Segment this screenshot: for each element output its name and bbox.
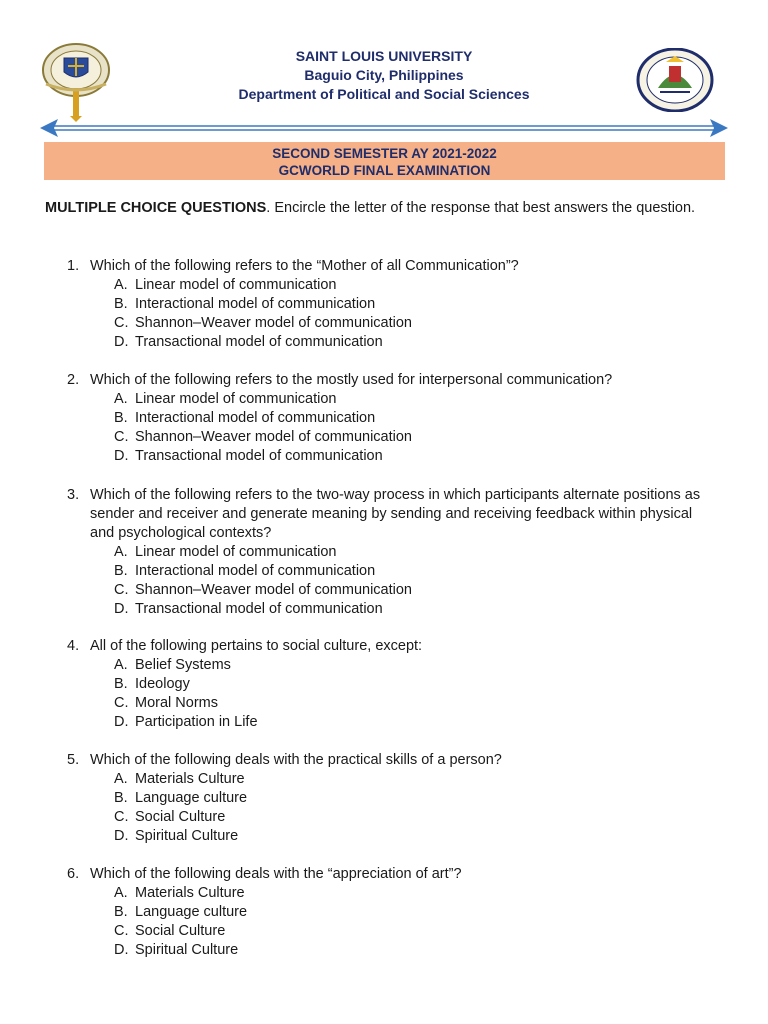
option-letter: C. [114,695,129,711]
option-letter: B. [114,563,128,579]
double-arrow-divider-icon [40,116,728,140]
option-d[interactable] [114,713,707,732]
option-letter: B. [114,410,128,426]
option-text: Shannon–Weaver model of communication [135,429,413,445]
option-text: Spiritual Culture [135,828,239,844]
option-c[interactable] [114,428,707,447]
exam-banner [44,142,725,180]
semester-label: SECOND SEMESTER AY 2021-2022 [272,146,497,161]
option-letter: D. [114,334,129,350]
question-number: 1. [67,258,80,274]
question-3 [67,486,707,619]
option-text: Ideology [135,676,190,692]
option-b[interactable] [114,562,707,581]
option-text: Social Culture [135,809,226,825]
option-b[interactable] [114,675,707,694]
option-letter: C. [114,429,129,445]
option-text: Transactional model of communication [135,448,383,464]
option-letter: D. [114,942,129,958]
option-c[interactable] [114,314,707,333]
instructions [45,199,725,218]
instructions-heading: MULTIPLE CHOICE QUESTIONS [45,200,267,216]
option-text: Belief Systems [135,657,231,673]
option-b[interactable] [114,295,707,314]
option-a[interactable] [114,656,707,675]
option-d[interactable] [114,827,707,846]
option-d[interactable] [114,447,707,466]
option-d[interactable] [114,600,707,619]
option-letter: C. [114,315,129,331]
option-text: Transactional model of communication [135,601,383,617]
option-letter: D. [114,448,129,464]
question-2 [67,371,707,466]
option-text: Shannon–Weaver model of communication [135,582,413,598]
option-letter: B. [114,904,128,920]
option-letter: D. [114,828,129,844]
question-number: 5. [67,752,80,768]
question-stem: Which of the following deals with the practical skills of a person? [90,752,502,768]
option-text: Moral Norms [135,695,218,711]
option-letter: A. [114,277,128,293]
option-letter: A. [114,771,128,787]
instructions-text: . Encircle the letter of the response that best answers the question. [266,200,696,216]
option-text: Social Culture [135,923,226,939]
option-a[interactable] [114,770,707,789]
question-stem: Which of the following deals with the “appreciation of art”? [90,866,462,882]
option-letter: D. [114,714,129,730]
option-text: Shannon–Weaver model of communication [135,315,413,331]
option-text: Materials Culture [135,885,245,901]
option-letter: A. [114,391,128,407]
option-b[interactable] [114,789,707,808]
option-d[interactable] [114,333,707,352]
university-location: Baguio City, Philippines [304,67,464,83]
option-text: Linear model of communication [135,544,337,560]
question-5 [67,751,707,846]
option-text: Interactional model of communication [135,410,376,426]
option-c[interactable] [114,581,707,600]
department-seal-icon [636,48,714,112]
option-b[interactable] [114,903,707,922]
department-name: Department of Political and Social Sciences [238,86,530,102]
option-letter: C. [114,582,129,598]
option-c[interactable] [114,808,707,827]
option-letter: A. [114,657,128,673]
option-letter: A. [114,544,128,560]
option-text: Linear model of communication [135,277,337,293]
option-letter: A. [114,885,128,901]
option-text: Interactional model of communication [135,563,376,579]
document-header [0,0,768,130]
university-name: SAINT LOUIS UNIVERSITY [295,48,473,64]
question-number: 2. [67,372,80,388]
question-4 [67,637,707,732]
option-letter: C. [114,809,129,825]
option-a[interactable] [114,884,707,903]
option-letter: B. [114,296,128,312]
question-stem: Which of the following refers to the mostly used for interpersonal communication? [90,372,613,388]
option-b[interactable] [114,409,707,428]
option-c[interactable] [114,694,707,713]
option-text: Linear model of communication [135,391,337,407]
question-number: 4. [67,638,80,654]
option-a[interactable] [114,543,707,562]
question-stem: Which of the following refers to the two-way process in which participants alternate positions as sender and receiver and generate meaning by sending and receiving feedback within physical and psychological contexts? [90,487,701,541]
option-text: Transactional model of communication [135,334,383,350]
question-number: 3. [67,487,80,503]
option-a[interactable] [114,390,707,409]
option-a[interactable] [114,276,707,295]
option-d[interactable] [114,941,707,960]
option-c[interactable] [114,922,707,941]
question-1 [67,257,707,352]
option-text: Participation in Life [135,714,258,730]
option-text: Language culture [135,790,248,806]
question-stem: Which of the following refers to the “Mother of all Communication”? [90,258,519,274]
question-number: 6. [67,866,80,882]
option-text: Interactional model of communication [135,296,376,312]
option-letter: B. [114,676,128,692]
question-stem: All of the following pertains to social culture, except: [90,638,423,654]
option-letter: B. [114,790,128,806]
option-text: Language culture [135,904,248,920]
question-6 [67,865,707,960]
option-text: Spiritual Culture [135,942,239,958]
option-letter: D. [114,601,129,617]
option-letter: C. [114,923,129,939]
option-text: Materials Culture [135,771,245,787]
exam-title: GCWORLD FINAL EXAMINATION [278,163,491,178]
